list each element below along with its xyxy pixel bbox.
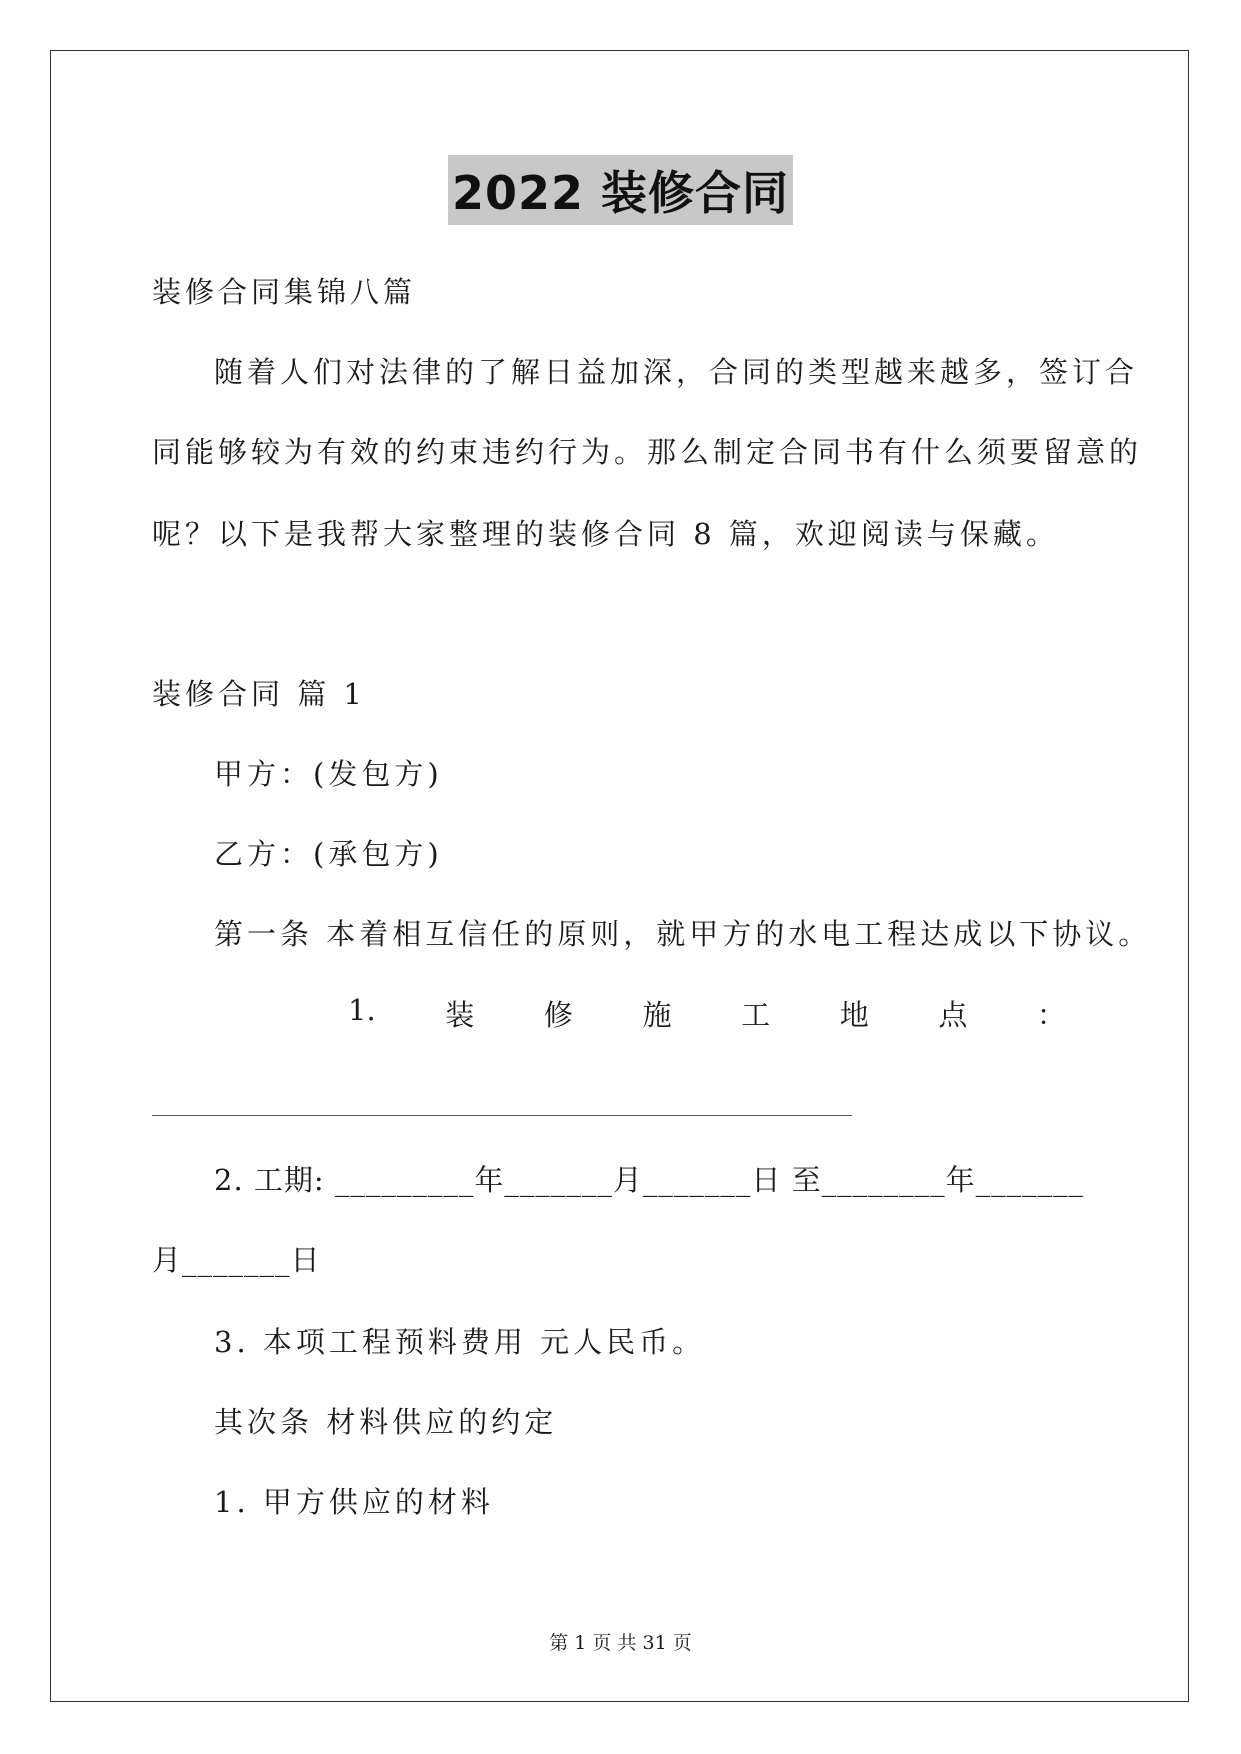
item-1-char: 工 (741, 998, 771, 1032)
location-blank-line (152, 1115, 852, 1116)
article-1: 第一条 本着相互信任的原则，就甲方的水电工程达成以下协议。 (214, 917, 1152, 951)
intro-line-1: 随着人们对法律的了解日益加深，合同的类型越来越多，签订合 (214, 355, 1139, 389)
item-1-char: 装 (445, 998, 475, 1032)
item-1-location-row (348, 993, 1066, 1034)
document-title: 2022 装修合同 (448, 155, 793, 225)
section-heading: 装修合同 篇 1 (152, 677, 366, 711)
item-2-line-1: 2. 工期: _________年_______月_______日 至________年_______ (214, 1163, 1085, 1197)
title-container (0, 155, 1241, 225)
item-1-number: 1. (348, 993, 376, 1027)
intro-line-3: 呢？以下是我帮大家整理的装修合同 8 篇，欢迎阅读与保藏。 (152, 517, 1059, 551)
item-1-char: 点 (938, 998, 968, 1032)
item-3: 3. 本项工程预料费用 元人民币。 (214, 1325, 706, 1359)
sub-item-1: 1. 甲方供应的材料 (214, 1485, 494, 1519)
item-1-char: 地 (839, 998, 869, 1032)
item-1-char: 施 (642, 998, 672, 1032)
party-b: 乙方：(承包方) (214, 837, 443, 871)
article-2: 其次条 材料供应的约定 (214, 1405, 558, 1439)
item-2-line-2: 月_______日 (152, 1243, 321, 1277)
subtitle: 装修合同集锦八篇 (152, 275, 417, 309)
party-a: 甲方：(发包方) (214, 757, 443, 791)
item-1-colon: ： (1036, 998, 1066, 1032)
intro-line-2: 同能够较为有效的约束违约行为。那么制定合同书有什么须要留意的 (152, 435, 1143, 469)
item-1-char: 修 (543, 998, 573, 1032)
page-footer: 第 1 页 共 31 页 (549, 1632, 692, 1654)
